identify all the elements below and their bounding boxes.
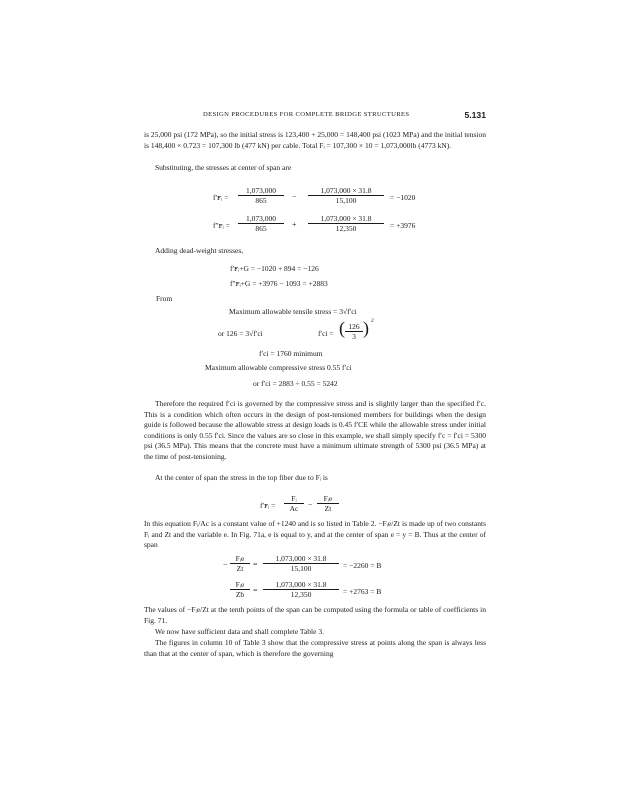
fraction: Fᵢe Zb [230,580,250,599]
running-head: DESIGN PROCEDURES FOR COMPLETE BRIDGE STRUCTURES [203,111,410,118]
paragraph-substituting: Substituting, the stresses at center of span are [155,163,292,172]
equation-bottom-with-dead-weight: f″ꜰᵢ+G = +3976 − 1093 = +2883 [230,279,328,288]
paragraph-governing-stress: Therefore the required f′ci is governed by the compressive stress and is slightly larger than the specified f′c. This is a condition which often occurs in the design of post-tensioned members for buildings when the design guide is followed because the allowable stress at design loads is 0.45 f′CE while the allowable stress under initial conditions is only 0.55 f′ci. Since the values are so close in this example, we shall simply specify f′c = f′ci = 5300 psi (36.5 MPa). This means that the concrete must have a minimum ultimate strength of 5300 psi (36.5 MPa) at the time of post-tensioning. [144,399,486,461]
fraction: Fᵢe Zt [317,494,339,513]
equation-top-with-dead-weight: f′ꜰᵢ+G = −1020 + 894 = −126 [230,264,319,273]
paragraph-initial-stress: is 25,000 psi (172 MPa), so the initial stress is 123,400 + 25,000 = 148,400 psi (1023 MPa) and the initial tension is 148,400 × 0.723 = 107,300 lb (477 kN) per cable. Total Fᵢ = 107,300 × 10 = 1,073,000lb (4773 kN). [144,130,486,150]
equation-max-tensile: Maximum allowable tensile stress = 3√f′ci [229,307,357,316]
fraction: $\frac{1,073,000 \times 31.8}{15,100}$ [263,554,339,573]
label-from: From [156,294,173,303]
fraction: $\frac{1,073,000 \times 31.8}{15,100}$ [308,186,384,205]
equation-max-compressive: Maximum allowable compressive stress 0.55 f′ci [205,363,352,372]
paragraph-complete-table: We now have sufficient data and shall complete Table 3. [155,627,324,636]
page-number: 5.131 [464,110,486,120]
fraction: Fᵢe Zt [230,554,250,573]
paragraph-equation-constants: In this equation Fᵢ/Ac is a constant value of +1240 and is so listed in Table 2. −Fᵢe/Zt is made up of two constants Fᵢ and Zt and the variable e. In Fig. 71a, e is equal to y, and at the center of span e = y = B. Thus at the center of span [144,519,486,550]
fraction: $\frac{1,073,000}{865}$ [238,214,284,233]
equation-fci-minimum: f′ci = 1760 minimum [259,349,323,358]
paragraph-top-fiber: At the center of span the stress in the top fiber due to Fᵢ is [155,473,328,482]
fraction: $\frac{1,073,000 \times 31.8}{12,350}$ [308,214,384,233]
fraction: $\frac{1,073,000 \times 31.8}{12,350}$ [263,580,339,599]
fraction: $\frac{1,073,000}{865}$ [238,186,284,205]
paragraph-tenth-points: The values of −Fᵢe/Zt at the tenth points of the span can be computed using the formula or table of coefficients in Fig. 71. [144,605,486,625]
paragraph-column-10: The figures in column 10 of Table 3 show that the compressive stress at points along the span is always less than that at the center of span, which is therefore the governing [144,638,486,658]
equation-fci-compressive: or f′ci = 2883 ÷ 0.55 = 5242 [253,379,338,388]
fraction: $\frac{126}{3}$ [345,322,363,341]
fraction: $\frac{\text{Fᵢ}}{Ac}$ [284,494,304,513]
page-header [203,111,486,125]
paragraph-dead-weight: Adding dead-weight stresses, [155,246,244,255]
